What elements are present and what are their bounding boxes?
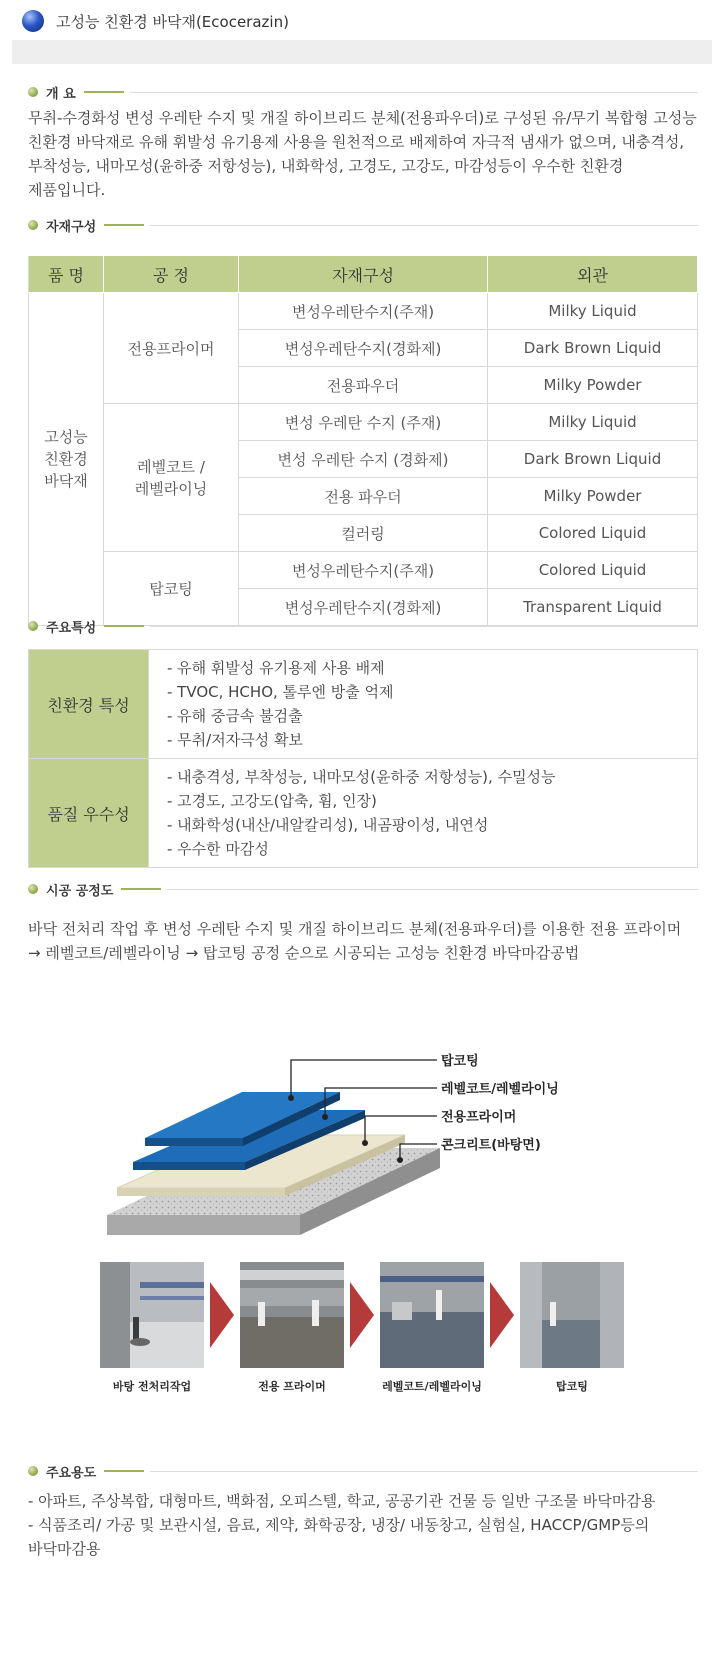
material-cell: 변성우레탄수지(경화제) [239,589,488,626]
photo-caption: 레벨코트/레벨라이닝 [382,1380,482,1393]
header-cell: 공 정 [104,256,239,293]
bullet-icon [28,884,38,894]
material-cell: 변성우레탄수지(주재) [239,552,488,589]
section-overview-heading [28,83,698,101]
arrow-right-icon [204,1282,240,1348]
feature-label: 품질 우수성 [29,759,149,868]
appearance-cell: Dark Brown Liquid [488,330,698,367]
divider [104,1470,144,1472]
appearance-cell: Milky Powder [488,478,698,515]
material-cell: 변성 우레탄 수지 (주재) [239,404,488,441]
material-cell: 변성우레탄수지(경화제) [239,330,488,367]
page-header [22,8,289,34]
appearance-cell: Milky Liquid [488,404,698,441]
section-title: 시공 공정도 [46,883,114,899]
section-title: 개 요 [46,86,76,102]
arrow-right-icon [344,1282,380,1348]
material-cell: 변성우레탄수지(주재) [239,293,488,330]
material-cell: 전용 파우더 [239,478,488,515]
material-cell: 전용파우더 [239,367,488,404]
uses-list [28,1489,698,1561]
page-title: 고성능 친환경 바닥재(Ecocerazin) [56,12,289,31]
list-item: - 유해 휘발성 유기용제 사용 배제 [167,659,385,677]
leader-dot [397,1157,403,1163]
list-item: - 우수한 마감성 [167,840,269,858]
list-item: - 무취/저자극성 확보 [167,731,303,749]
diagram-label-topcoat: 탑코팅 [441,1054,479,1069]
table-row [29,293,698,330]
layer-diagram [95,1050,635,1245]
overview-text: 무취-수경화성 변성 우레탄 수지 및 개질 하이브리드 분체(전용파우더)로 구성된 유/무기 복합형 고성능 친환경 바닥재로 유해 휘발성 유기용제 사용을 원천적으로 배제하여 자극적 냄새가 없으며, 내충격성, 부착성능, 내마모성(윤하중 저항성능), 내화학성, 고경도, 고강도, 마감성등이 우수한 친환경 제품입니다. [28,109,697,199]
leader-dot [362,1140,368,1146]
photo-level-coat [380,1262,484,1368]
top-coat-side [145,1138,243,1146]
section-materials-heading [28,216,698,234]
divider [121,888,161,890]
process-text: 바닥 전처리 작업 후 변성 우레탄 수지 및 개질 하이브리드 분체(전용파우더)를 이용한 전용 프라이머 → 레벨코트/레벨라이닝 → 탑코팅 공정 순으로 시공되는 고성능 친환경 바닥마감공법 [28,920,682,962]
divider [104,625,144,627]
photo-surface-prep [100,1262,204,1368]
photo-primer [240,1262,344,1368]
feature-label: 친환경 특성 [29,650,149,759]
photo-caption: 전용 프라이머 [258,1380,326,1393]
arrow-right-icon [484,1282,520,1348]
feature-items [149,650,698,759]
concrete-side [107,1215,300,1235]
photo-caption: 탑코팅 [556,1380,588,1393]
appearance-cell: Dark Brown Liquid [488,441,698,478]
list-item: - TVOC, HCHO, 톨루엔 방출 억제 [167,683,394,701]
header-cell: 자재구성 [239,256,488,293]
appearance-cell: Colored Liquid [488,515,698,552]
leader-dot [288,1095,294,1101]
appearance-cell: Milky Powder [488,367,698,404]
divider [150,225,698,226]
table-row [29,552,698,589]
list-item: - 유해 중금속 불검출 [167,707,303,725]
primer-side [117,1188,285,1196]
header-cell: 외관 [488,256,698,293]
list-item: - 내충격성, 부착성능, 내마모성(윤하중 저항성능), 수밀성능 [167,768,556,786]
section-process-heading [28,880,698,898]
header-cell: 품 명 [29,256,104,293]
bullet-icon [28,220,38,230]
section-features-heading [28,617,698,635]
divider [150,626,698,627]
appearance-cell: Transparent Liquid [488,589,698,626]
process-cell: 전용프라이머 [104,293,239,404]
section-title: 주요특성 [46,620,97,636]
product-cell: 고성능 친환경 바닥재 [29,293,104,626]
header-band [12,40,712,64]
material-cell: 변성 우레탄 수지 (경화제) [239,441,488,478]
features-table [28,649,698,868]
table-row [29,404,698,441]
list-item: - 식품조리/ 가공 및 보관시설, 음료, 제약, 화학공장, 냉장/ 내동창고, 실험실, HACCP/GMP등의 바닥마감용 [28,1516,650,1558]
bullet-icon [28,1466,38,1476]
bullet-icon [28,621,38,631]
list-item: - 고경도, 고강도(압축, 휨, 인장) [167,792,377,810]
appearance-cell: Colored Liquid [488,552,698,589]
leader-dot [322,1114,328,1120]
diagram-label-concrete: 콘크리트(바탕면) [441,1138,541,1153]
divider [104,224,144,226]
divider [150,1471,698,1472]
diagram-label-primer: 전용프라이머 [441,1110,517,1125]
materials-table [28,255,698,626]
section-title: 자재구성 [46,219,97,235]
level-coat-side [133,1162,245,1170]
list-item: - 내화학성(내산/내알칼리성), 내곰팡이성, 내연성 [167,816,489,834]
table-row [29,759,698,868]
blue-ball-icon [22,10,44,32]
divider [84,91,124,93]
photo-caption: 바탕 전처리작업 [112,1380,192,1393]
bullet-icon [28,87,38,97]
appearance-cell: Milky Liquid [488,293,698,330]
process-cell: 탑코팅 [104,552,239,626]
photo-top-coat [520,1262,624,1368]
section-uses-heading [28,1462,698,1480]
table-row [29,650,698,759]
section-title: 주요용도 [46,1465,97,1481]
divider [167,889,698,890]
diagram-label-levelcoat: 레벨코트/레벨라이닝 [441,1082,559,1097]
process-cell: 레벨코트 / 레벨라이닝 [104,404,239,552]
material-cell: 컬러링 [239,515,488,552]
divider [130,92,698,93]
feature-items [149,759,698,868]
list-item: - 아파트, 주상복합, 대형마트, 백화점, 오피스텔, 학교, 공공기관 건물 등 일반 구조물 바닥마감용 [28,1492,656,1510]
